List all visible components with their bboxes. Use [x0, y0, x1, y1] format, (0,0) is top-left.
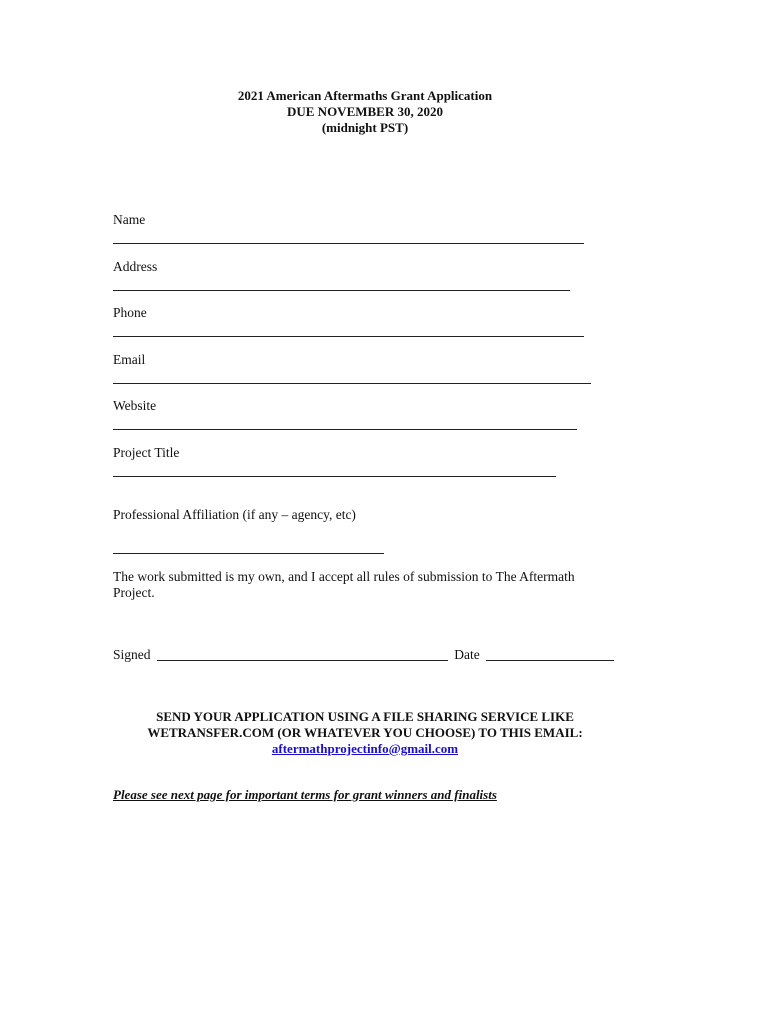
email-label: Email: [113, 352, 146, 367]
website-field: [113, 398, 577, 430]
name-line[interactable]: [113, 243, 584, 244]
submission-instructions: [0, 709, 730, 757]
email-field: [113, 352, 591, 384]
signature-row: [113, 647, 617, 663]
name-label: Name: [113, 212, 146, 227]
due-date: DUE NOVEMBER 30, 2020: [286, 104, 443, 119]
signature-line[interactable]: [157, 660, 448, 661]
address-label: Address: [113, 259, 158, 274]
phone-label: Phone: [113, 305, 147, 320]
website-label: Website: [113, 398, 157, 413]
instructions-line-2: WETRANSFER.COM (OR WHATEVER YOU CHOOSE) TO THIS EMAIL:: [147, 725, 583, 740]
affiliation-line[interactable]: [113, 553, 384, 554]
phone-line[interactable]: [113, 336, 584, 337]
due-time: (midnight PST): [321, 120, 409, 135]
date-line[interactable]: [486, 660, 614, 661]
project-title-line[interactable]: [113, 476, 556, 477]
date-label: Date: [454, 647, 480, 662]
document-header: [0, 88, 730, 136]
document-title: 2021 American Aftermaths Grant Application: [237, 88, 493, 103]
signed-label: Signed: [113, 647, 151, 662]
project-title-label: Project Title: [113, 445, 180, 460]
next-page-note: Please see next page for important terms for grant winners and finalists: [113, 787, 497, 802]
website-line[interactable]: [113, 429, 577, 430]
address-line[interactable]: [113, 290, 570, 291]
project-title-field: [113, 445, 556, 477]
affiliation-label: Professional Affiliation (if any – agency, etc): [113, 507, 356, 522]
phone-field: [113, 305, 584, 337]
submission-statement: The work submitted is my own, and I accept all rules of submission to The Aftermath Project.: [113, 569, 575, 600]
instructions-line-1: SEND YOUR APPLICATION USING A FILE SHARING SERVICE LIKE: [156, 709, 574, 724]
affiliation-field: [113, 507, 356, 523]
address-field: [113, 259, 570, 291]
name-field: [113, 212, 584, 244]
contact-email-link[interactable]: aftermathprojectinfo@gmail.com: [271, 741, 459, 756]
email-line[interactable]: [113, 383, 591, 384]
